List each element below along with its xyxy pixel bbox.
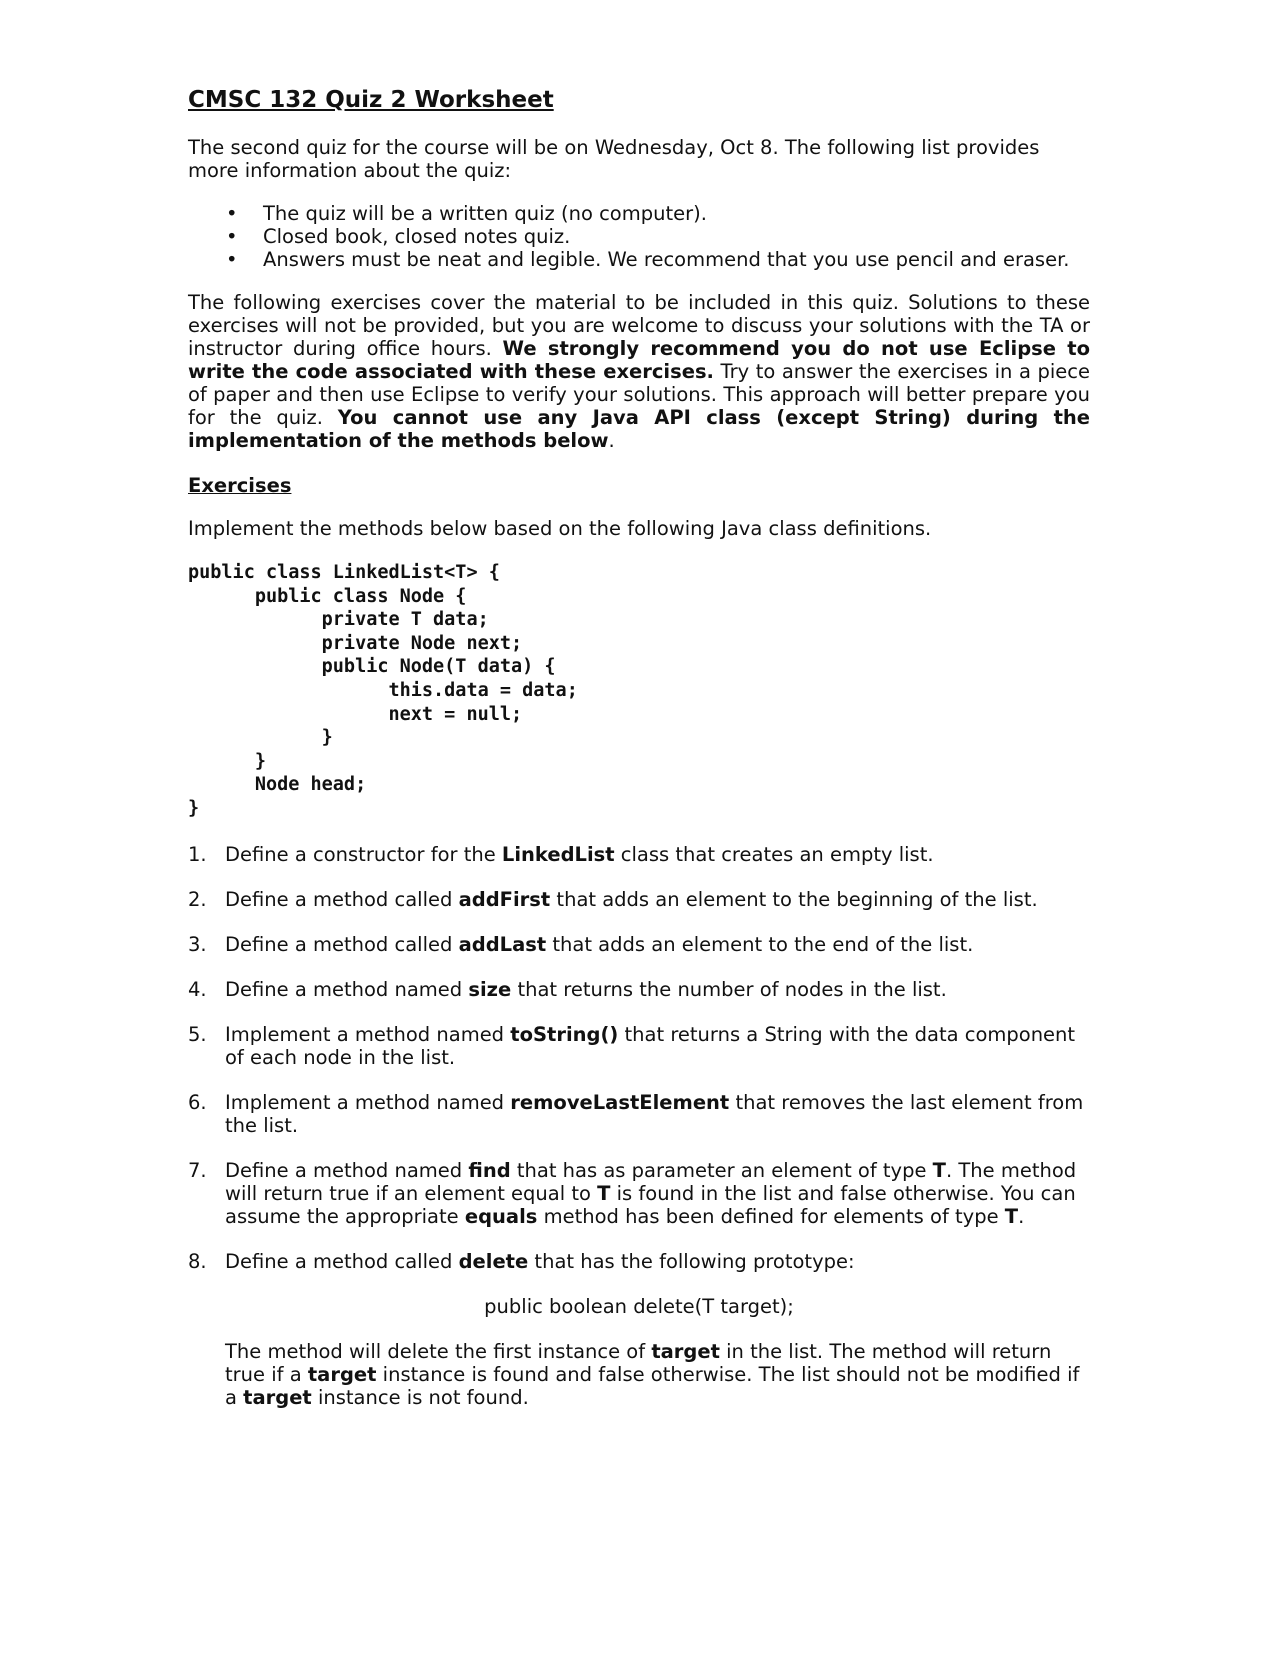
intro-paragraph: The second quiz for the course will be on Wednesday, Oct 8. The following list provides more information about the quiz: bbox=[188, 136, 1040, 182]
exercise-text: that has the following prototype: bbox=[528, 1249, 855, 1273]
exercise-number: 8. bbox=[188, 1249, 207, 1273]
exercise-text: Define a method called bbox=[225, 932, 459, 956]
list-item bbox=[188, 225, 1090, 248]
exercises-heading: Exercises bbox=[188, 474, 292, 497]
exercise-keyword: removeLastElement bbox=[510, 1090, 730, 1114]
exercise-text: Define a method called bbox=[225, 887, 459, 911]
exercise-item bbox=[188, 1091, 1090, 1137]
quiz-info-list bbox=[188, 202, 1090, 271]
instructions-paragraph bbox=[188, 291, 1090, 452]
eclipse-warning: We strongly recommend you do not use Eclipse to write the code associated with these exercises. bbox=[188, 337, 1090, 383]
exercise-text: Implement a method named bbox=[225, 1022, 511, 1046]
exercise-text: is found in the list and false otherwise. You can assume the appropriate bbox=[225, 1181, 1076, 1228]
exercise-keyword: target bbox=[307, 1362, 377, 1386]
exercise-number: 4. bbox=[188, 977, 207, 1001]
api-restriction: You cannot use any Java API class (except String) during the implementation of the methods below bbox=[188, 406, 1090, 452]
exercise-keyword: T bbox=[932, 1158, 946, 1182]
exercise-number: 3. bbox=[188, 932, 207, 956]
exercise-text: class that creates an empty list. bbox=[614, 842, 934, 866]
list-item bbox=[188, 248, 1090, 271]
exercise-text: that adds an element to the end of the list. bbox=[546, 932, 974, 956]
exercise-text: . The method will return true if an element equal to bbox=[225, 1158, 1077, 1205]
list-item bbox=[188, 202, 1090, 225]
exercise-keyword: delete bbox=[458, 1249, 529, 1273]
delete-prototype: public boolean delete(T target); bbox=[484, 1294, 794, 1318]
exercise-text: that returns a String with the data component of each node in the list. bbox=[225, 1022, 1076, 1069]
list-item-text: Closed book, closed notes quiz. bbox=[263, 225, 571, 248]
exercise-item bbox=[188, 1250, 1090, 1409]
exercise-text: . bbox=[1018, 1204, 1025, 1228]
exercise-item bbox=[188, 933, 1090, 956]
exercise-keyword: target bbox=[243, 1385, 312, 1409]
exercise-keyword: addLast bbox=[458, 932, 547, 956]
exercise-keyword: equals bbox=[464, 1204, 538, 1228]
exercise-item bbox=[188, 1159, 1090, 1228]
exercise-keyword: target bbox=[651, 1339, 720, 1363]
exercise-item bbox=[188, 1023, 1090, 1069]
implement-text: Implement the methods below based on the following Java class definitions. bbox=[188, 517, 932, 540]
exercise-text: Define a method called bbox=[225, 1249, 459, 1273]
exercise-list bbox=[188, 843, 1090, 1409]
exercise-text: Define a method named bbox=[225, 1158, 469, 1182]
exercise-keyword: LinkedList bbox=[501, 842, 615, 866]
exercise-item bbox=[188, 888, 1090, 911]
bullet-icon: • bbox=[226, 202, 238, 225]
list-item-text: The quiz will be a written quiz (no computer). bbox=[263, 202, 707, 225]
exercise-keyword: T bbox=[1004, 1204, 1019, 1228]
exercise-item bbox=[188, 978, 1090, 1001]
instructions-text: The following exercises cover the material to be included in this quiz. Solutions to these exercises will not be provided, but you are welcome to discuss your solutions with the TA or instructor during office hours. bbox=[188, 291, 1090, 360]
exercise-text: that has as parameter an element of type bbox=[510, 1158, 933, 1182]
instructions-text: Try to answer the exercises in a piece of paper and then use Eclipse to verify your solutions. This approach will better prepare you for the quiz. bbox=[188, 360, 1090, 429]
exercise-text: method has been defined for elements of type bbox=[537, 1204, 1005, 1228]
worksheet-page bbox=[188, 86, 1090, 1431]
delete-description bbox=[225, 1340, 1090, 1409]
exercise-keyword: toString() bbox=[510, 1022, 619, 1046]
exercise-text: The method will delete the first instance of bbox=[225, 1339, 652, 1363]
code-block: public class LinkedList<T> { public class Node { private T data; private Node next; public Node(T data) { this.data = data; next = null; } } Node head; } bbox=[188, 562, 578, 819]
list-item-text: Answers must be neat and legible. We recommend that you use pencil and eraser. bbox=[263, 248, 1070, 271]
exercise-keyword: addFirst bbox=[458, 887, 551, 911]
exercise-item bbox=[188, 843, 1090, 866]
exercise-text: that adds an element to the beginning of the list. bbox=[550, 887, 1038, 911]
exercise-text: Define a method named bbox=[225, 977, 469, 1001]
page-title: CMSC 132 Quiz 2 Worksheet bbox=[188, 87, 554, 113]
exercise-keyword: T bbox=[597, 1181, 611, 1205]
exercise-number: 2. bbox=[188, 887, 207, 911]
exercise-number: 7. bbox=[188, 1158, 207, 1182]
exercise-keyword: size bbox=[468, 977, 512, 1001]
exercise-number: 5. bbox=[188, 1022, 207, 1046]
instructions-text: . bbox=[608, 429, 615, 452]
exercise-keyword: find bbox=[468, 1158, 511, 1182]
exercise-number: 1. bbox=[188, 842, 207, 866]
bullet-icon: • bbox=[226, 248, 238, 271]
exercise-text: that returns the number of nodes in the list. bbox=[511, 977, 947, 1001]
exercise-text: instance is found and false otherwise. The list should not be modified if a bbox=[225, 1362, 1080, 1409]
exercise-text: that removes the last element from the list. bbox=[225, 1090, 1084, 1137]
bullet-icon: • bbox=[226, 225, 238, 248]
exercise-number: 6. bbox=[188, 1090, 207, 1114]
exercise-text: in the list. The method will return true if a bbox=[225, 1339, 1052, 1386]
exercise-text: instance is not found. bbox=[311, 1385, 529, 1409]
exercise-text: Implement a method named bbox=[225, 1090, 511, 1114]
exercise-text: Define a constructor for the bbox=[225, 842, 502, 866]
